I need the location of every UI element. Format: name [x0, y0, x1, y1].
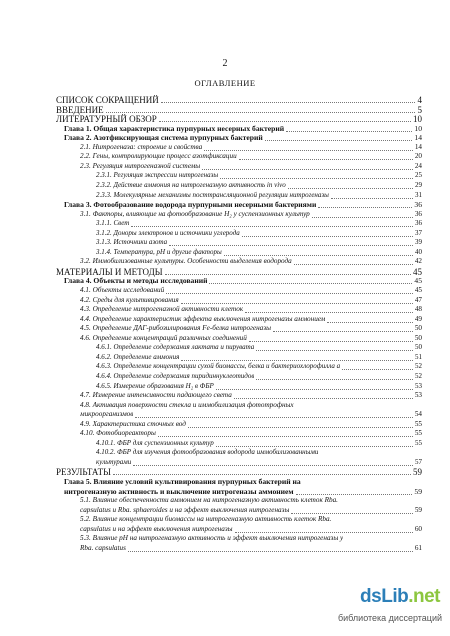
toc-entry-page: 42 [414, 257, 422, 266]
toc-entry-page: 52 [415, 371, 422, 380]
toc-entry-page: 50 [414, 324, 422, 333]
toc-entry [56, 362, 422, 371]
toc-entry [56, 267, 422, 276]
toc-entry-label: 2.2. Гены, контролирующие процесс азотфиксации [80, 152, 237, 161]
toc-entry-page: 55 [414, 419, 422, 428]
toc-entry [56, 95, 422, 104]
toc-leader-dots [113, 474, 411, 475]
toc-entry [56, 448, 422, 457]
toc-entry [56, 229, 422, 238]
toc-entry-page: 14 [414, 133, 422, 143]
toc-entry-page: 29 [415, 180, 422, 189]
toc-entry-page: 48 [414, 305, 422, 314]
toc-entry-label: Rba. capsulatus [80, 543, 126, 552]
toc-entry [56, 420, 422, 429]
toc-entry-label: ВВЕДЕНИЕ [56, 104, 104, 115]
toc-entry [56, 171, 422, 180]
toc-entry-page: 39 [415, 238, 422, 247]
toc-entry-page: 31 [415, 190, 422, 199]
toc-leader-dots [265, 140, 412, 141]
toc-leader-dots [234, 398, 413, 399]
toc-entry-label: 2.3.1. Регуляция экспрессии нитрогеназы [96, 171, 219, 180]
toc-entry-label: 5.2. Влияние концентрации биомассы на нитрогеназную активность клеток Rba. [80, 515, 332, 524]
toc-entry [56, 210, 422, 219]
toc-entry [56, 353, 422, 362]
toc-leader-dots [331, 198, 413, 199]
toc-entry-page: 36 [415, 219, 422, 228]
toc-entry-label: СПИСОК СОКРАЩЕНИЙ [56, 95, 159, 105]
watermark-subtitle: библиотека диссертаций [337, 613, 442, 623]
toc-entry [56, 458, 422, 467]
toc-entry-page: 20 [414, 152, 422, 161]
toc-entry-page: 4 [417, 95, 422, 105]
toc-entry-page: 59 [413, 467, 422, 478]
toc-leader-dots [128, 551, 413, 552]
toc-entry-label: 4.9. Характеристика сточных вод [80, 419, 186, 428]
toc-entry [56, 219, 422, 228]
toc-entry-label: 2.3. Регуляция нитрогеназной системы [80, 161, 201, 170]
toc-entry [56, 534, 422, 543]
toc-leader-dots [181, 360, 413, 361]
toc-leader-dots [169, 245, 413, 246]
toc-leader-dots [204, 150, 413, 151]
toc-entry-page: 45 [414, 276, 422, 286]
toc-entry-page: 10 [414, 123, 422, 133]
toc-entry-label: 3.2. Иммобилизованные культуры. Особенности выделения водорода [80, 257, 292, 266]
toc-leader-dots [296, 494, 412, 495]
toc-entry-label: Глава 5. Влияние условий культивирования пурпурных бактерий на [64, 477, 301, 486]
toc-leader-dots [288, 188, 413, 189]
toc-entry [56, 391, 422, 400]
toc-leader-dots [245, 312, 413, 313]
toc-entry-page: 59 [414, 486, 422, 496]
toc-entry [56, 191, 422, 200]
toc-entry-page: 50 [415, 343, 422, 352]
toc-entry [56, 315, 422, 324]
toc-entry-label: 3.1.1. Свет [96, 219, 130, 228]
toc-entry-page: 53 [415, 381, 422, 390]
toc-leader-dots [133, 465, 413, 466]
toc-leader-dots [286, 131, 412, 132]
toc-entry-page: 55 [415, 438, 422, 447]
toc-leader-dots [239, 159, 413, 160]
toc-entry [56, 506, 422, 515]
toc-entry-page: 14 [414, 142, 422, 151]
toc-entry-page: 55 [414, 429, 422, 438]
toc-entry [56, 181, 422, 190]
toc-entry-page: 61 [414, 543, 422, 552]
toc-entry-label: 4.4. Определение характеристик эффекта выключения нитрогеназы аммонием [80, 314, 326, 323]
toc-entry-page: 40 [415, 247, 422, 256]
toc-entry [56, 343, 422, 352]
toc-entry-label: 4.5. Определение ДАГ-рибозилирования Fe-белка нитрогеназы [80, 324, 271, 333]
toc-leader-dots [159, 121, 411, 122]
toc-entry-page: 24 [414, 161, 422, 170]
toc-entry-page: 51 [415, 352, 422, 361]
toc-entry [56, 467, 422, 476]
toc-leader-dots [327, 322, 413, 323]
toc-entry-page: 53 [414, 391, 422, 400]
toc-leader-dots [135, 417, 413, 418]
toc-entry [56, 105, 422, 114]
toc-entry [56, 515, 422, 524]
toc-leader-dots [249, 341, 413, 342]
toc-entry-label: 5.3. Влияние pH на нитрогеназную активность и эффект выключения нитрогеназы у [80, 534, 344, 543]
toc-leader-dots [106, 112, 415, 113]
toc-entry [56, 487, 422, 496]
toc-entry-label: Глава 2. Азотфиксирующая система пурпурных бактерий [64, 133, 263, 143]
toc-entry-label: 5.1. Влияние обеспеченности аммонием на нитрогеназную активность клеток Rba. [80, 496, 338, 505]
toc-entry-label: 3.1.2. Доноры электронов и источники углерода [96, 228, 240, 237]
toc-entry-label: 3.1. Факторы, влияющие на фотообразование H₂ у суспензионных культур [80, 209, 310, 218]
toc-entry-page: 52 [415, 362, 422, 371]
toc-entry-page: 37 [415, 228, 422, 237]
toc-entry [56, 133, 422, 142]
toc-entry [56, 525, 422, 534]
toc-leader-dots [256, 379, 413, 380]
toc-entry-page: 47 [414, 295, 422, 304]
toc-entry-label: 4.6.5. Измерение образования H₂ в ФБР [96, 381, 214, 390]
toc-entry [56, 143, 422, 152]
toc-entry [56, 401, 422, 410]
toc-entry-label: 3.1.4. Температура, pH и другие факторы [96, 247, 222, 256]
toc-leader-dots [312, 217, 413, 218]
toc-entry-page: 25 [415, 171, 422, 180]
toc-leader-dots [224, 255, 413, 256]
toc-entry-page: 60 [414, 524, 422, 533]
toc-entry-label: 4.8. Активация поверхности стекла и иммобилизация фототрофных [80, 400, 294, 409]
toc-entry-page: 5 [417, 104, 422, 115]
toc-entry [56, 276, 422, 285]
toc-entry-page: 59 [414, 505, 422, 514]
toc-entry-page: 57 [415, 457, 422, 466]
toc-entry-label: РЕЗУЛЬТАТЫ [56, 467, 111, 478]
toc-entry-page: 10 [413, 114, 422, 125]
toc-entry [56, 429, 422, 438]
toc-entry-label: Глава 4. Объекты и методы исследований [64, 276, 208, 286]
toc-leader-dots [256, 350, 413, 351]
toc-entry [56, 496, 422, 505]
toc-entry-label: 4.6.4. Определение содержания пиридиннуклеотидов [96, 371, 255, 380]
toc-leader-dots [273, 331, 413, 332]
toc-entry [56, 296, 422, 305]
toc-entry-label: capsulatus и Rba. sphaeroides и на эффект выключения нитрогеназы [80, 505, 290, 514]
toc-entry [56, 305, 422, 314]
toc-entry [56, 162, 422, 171]
toc-entry-label: культурами [96, 457, 132, 466]
toc-entry-label: 2.1. Нитрогеназа: строение и свойства [80, 142, 203, 151]
toc-leader-dots [131, 226, 413, 227]
toc-entry-label: 4.7. Измерение интенсивности падающего света [80, 391, 232, 400]
toc-leader-dots [216, 446, 413, 447]
toc-entry-page: 45 [414, 286, 422, 294]
watermark-logo [360, 586, 440, 608]
toc-entry [56, 248, 422, 257]
toc-entry-page: 36 [414, 209, 422, 218]
toc-entry [56, 286, 422, 295]
watermark-logo-tld: .net [408, 586, 440, 607]
toc-leader-dots [202, 169, 413, 170]
toc-title: ОГЛАВЛЕНИЕ [194, 78, 256, 88]
toc-leader-dots [181, 303, 413, 304]
toc-entry-label: 4.2. Среды для культивирования [80, 295, 179, 304]
toc-entry-label: ЛИТЕРАТУРНЫЙ ОБЗОР [56, 114, 157, 125]
toc-entry [56, 410, 422, 419]
watermark [336, 586, 444, 630]
toc-leader-dots [216, 389, 413, 390]
toc-entry [56, 544, 422, 553]
toc-leader-dots [242, 236, 413, 237]
toc-entry [56, 439, 422, 448]
toc-entry [56, 257, 422, 266]
toc-entry-page: 50 [414, 333, 422, 342]
toc-entry-label: capsulatus и на эффект выключения нитрогеназы [80, 524, 233, 533]
toc-leader-dots [165, 274, 411, 275]
toc-entry-label: 4.1. Объекты исследований [80, 286, 165, 294]
toc-entry-label: 4.6.1. Определение содержания лактата и пирувата [96, 343, 255, 352]
toc-entry-label: 4.6. Определение концентраций различных соединений [80, 333, 247, 342]
toc-entry-label: МАТЕРИАЛЫ И МЕТОДЫ [56, 266, 163, 277]
toc-leader-dots [158, 436, 413, 437]
toc-leader-dots [235, 532, 413, 533]
toc-leader-dots [188, 427, 413, 428]
toc-entry-label: 4.6.3. Определение концентрации сухой биомассы, белка и бактериохлорофилла a [96, 362, 341, 371]
toc-entry [56, 477, 422, 486]
toc-entry [56, 382, 422, 391]
toc-entry [56, 114, 422, 123]
toc-entry-label: 2.3.2. Действие аммония на нитрогеназную активность in vivo [96, 180, 286, 189]
toc-leader-dots [161, 102, 415, 103]
toc-entry [56, 372, 422, 381]
toc-leader-dots [220, 178, 413, 179]
toc-entry-label: нитрогеназную активность и выключение нитрогеназы аммонием [64, 486, 294, 496]
toc-leader-dots [294, 264, 413, 265]
toc-entry-label: 2.3.3. Молекулярные механизмы посттрансляционной регуляции нитрогеназы [96, 190, 329, 199]
toc-entry-label: 4.3. Определение нитрогеназной активности клеток [80, 305, 244, 314]
toc-entry-label: Глава 1. Общая характеристика пурпурных несерных бактерий [64, 123, 285, 133]
toc-entry [56, 334, 422, 343]
toc-entry-label: 4.6.2. Определение аммония [96, 352, 180, 361]
toc-entry-label: 4.10. Фотобиореакторы [80, 429, 156, 438]
toc-leader-dots [166, 293, 413, 294]
toc-entry [56, 124, 422, 133]
toc-entry [56, 238, 422, 247]
toc-entry-page: 36 [414, 200, 422, 210]
toc-entry-page: 54 [414, 410, 422, 419]
watermark-logo-main: dsLib [360, 586, 409, 607]
toc-leader-dots [209, 283, 412, 284]
toc-entry-label: микроорганизмов [80, 410, 134, 419]
toc-entry [56, 152, 422, 161]
page-number: 2 [222, 58, 228, 69]
toc-entry [56, 200, 422, 209]
toc-entry-label: 3.1.3. Источники азота [96, 238, 168, 247]
toc-entry-label: 4.10.1. ФБР для суспензионных культур [96, 438, 214, 447]
toc-leader-dots [291, 513, 413, 514]
toc-entry-label: Глава 3. Фотообразование водорода пурпурными несерными бактериями [64, 200, 317, 210]
toc-entry-label: 4.10.2. ФБР для изучения фотообразования водорода иммобилизованными [96, 448, 319, 457]
toc-leader-dots [318, 207, 412, 208]
toc-entry [56, 324, 422, 333]
toc-entry-page: 49 [414, 314, 422, 323]
toc-entry-page: 45 [413, 266, 422, 277]
toc-leader-dots [342, 369, 413, 370]
